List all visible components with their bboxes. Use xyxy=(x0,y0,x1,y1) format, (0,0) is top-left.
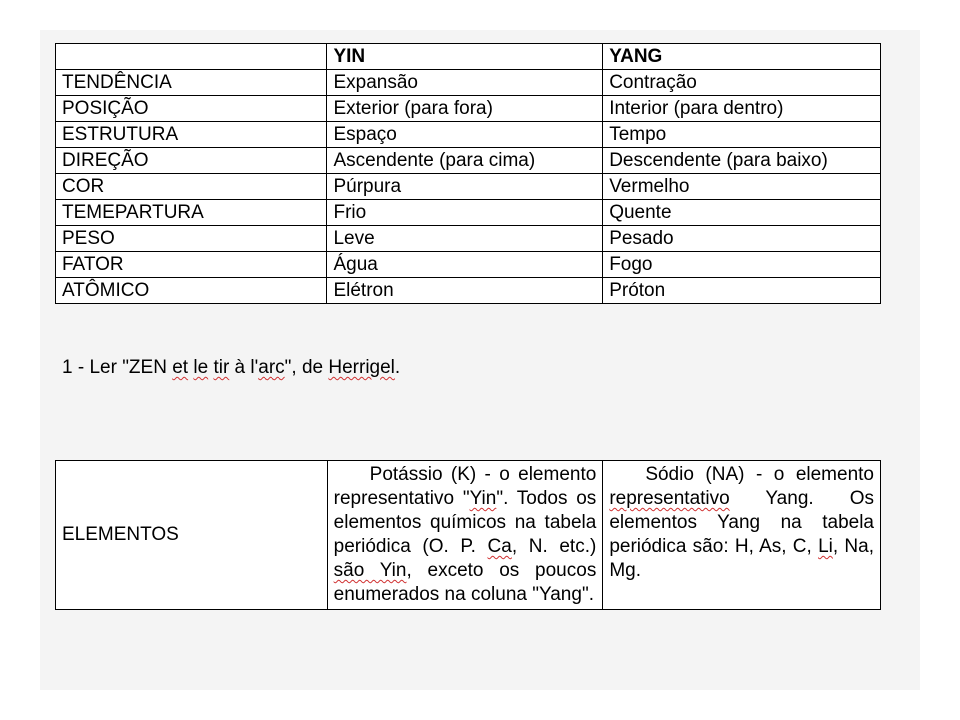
table-header-row xyxy=(56,44,881,70)
row-label: TEMEPARTURA xyxy=(56,200,327,226)
misspelled-word: Herrigel xyxy=(328,357,395,378)
yin-cell: Frio xyxy=(327,200,603,226)
table-row xyxy=(56,252,881,278)
row-label: ESTRUTURA xyxy=(56,122,327,148)
misspelled-word: tir xyxy=(213,357,230,378)
note-text: à l' xyxy=(229,357,259,378)
row-label: DIREÇÃO xyxy=(56,148,327,174)
cell-text: , exceto os poucos enumerados na coluna "Yang". xyxy=(333,560,597,605)
row-label: TENDÊNCIA xyxy=(56,70,327,96)
row-label: PESO xyxy=(56,226,327,252)
note-text: ", de xyxy=(284,357,329,378)
table-row xyxy=(56,226,881,252)
misspelled-word: arc xyxy=(258,357,285,378)
note-text: 1 - Ler "ZEN xyxy=(62,357,173,378)
cell-text: Yang. Os elementos Yang na tabela periódica são: H, As, C, xyxy=(609,488,874,557)
yin-cell: Ascendente (para cima) xyxy=(327,148,603,174)
table-row xyxy=(56,70,881,96)
yang-cell: Interior (para dentro) xyxy=(603,96,881,122)
yang-cell: Próton xyxy=(603,278,881,304)
row-label: FATOR xyxy=(56,252,327,278)
yin-cell: Exterior (para fora) xyxy=(327,96,603,122)
yin-elements-cell xyxy=(327,461,603,610)
cell-text: , N. etc.) xyxy=(511,536,597,557)
yang-cell: Fogo xyxy=(603,252,881,278)
misspelled-word: le xyxy=(193,357,209,378)
yang-cell: Pesado xyxy=(603,226,881,252)
yang-cell: Contração xyxy=(603,70,881,96)
yin-cell: Espaço xyxy=(327,122,603,148)
yin-cell: Leve xyxy=(327,226,603,252)
misspelled-word: são Yin xyxy=(333,560,407,581)
header-cell-yin: YIN xyxy=(327,44,603,70)
cell-text: , Na, Mg. xyxy=(609,536,874,581)
table-row xyxy=(56,148,881,174)
yin-yang-table xyxy=(55,43,881,304)
header-cell-empty xyxy=(56,44,327,70)
misspelled-word: Yin xyxy=(469,488,497,509)
elements-table xyxy=(55,460,881,610)
yang-cell: Vermelho xyxy=(603,174,881,200)
reading-note xyxy=(62,357,400,379)
yang-cell: Quente xyxy=(603,200,881,226)
yin-cell: Expansão xyxy=(327,70,603,96)
yin-cell: Elétron xyxy=(327,278,603,304)
row-label: ATÔMICO xyxy=(56,278,327,304)
misspelled-word: et xyxy=(172,357,189,378)
note-text: . xyxy=(394,357,401,378)
yin-cell: Água xyxy=(327,252,603,278)
elements-label: ELEMENTOS xyxy=(56,461,328,610)
misspelled-word: representativo xyxy=(609,488,730,509)
cell-text: ". Todos os elementos químicos na tabela periódica (O. P. xyxy=(333,488,597,557)
misspelled-word: Ca xyxy=(487,536,512,557)
table-row xyxy=(56,278,881,304)
yang-cell: Tempo xyxy=(603,122,881,148)
table-row xyxy=(56,122,881,148)
table-row xyxy=(56,96,881,122)
misspelled-word: Li xyxy=(818,536,833,557)
header-cell-yang: YANG xyxy=(603,44,881,70)
cell-text: Potássio (K) - o elemento representativo " xyxy=(333,464,597,509)
row-label: POSIÇÃO xyxy=(56,96,327,122)
table-row xyxy=(56,174,881,200)
table-row xyxy=(56,200,881,226)
cell-text: Sódio (NA) - o elemento xyxy=(645,464,874,485)
yin-cell: Púrpura xyxy=(327,174,603,200)
row-label: COR xyxy=(56,174,327,200)
table-row xyxy=(56,461,881,610)
yang-elements-cell xyxy=(603,461,881,610)
yang-cell: Descendente (para baixo) xyxy=(603,148,881,174)
